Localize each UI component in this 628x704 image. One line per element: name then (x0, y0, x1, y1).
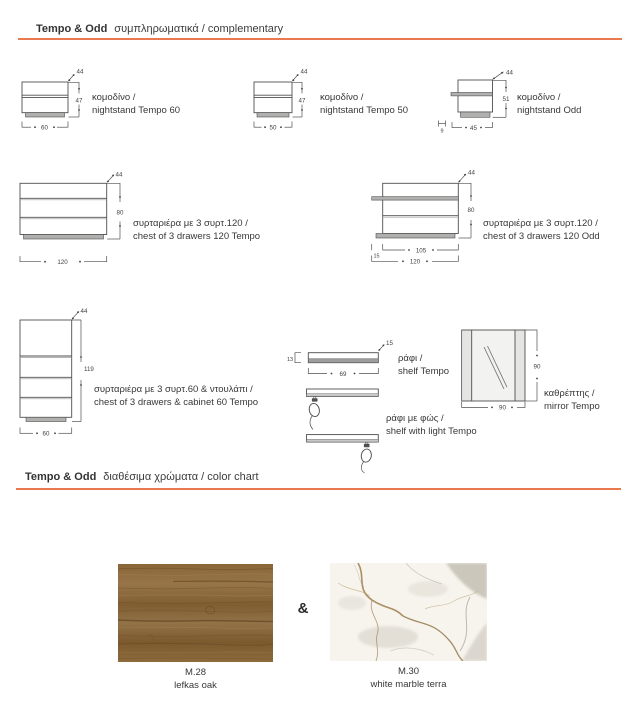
dim-depth (459, 170, 476, 183)
product-label-en: chest of 3 drawers & cabinet 60 Tempo (94, 397, 259, 408)
drawing-chest-120-odd (372, 170, 476, 266)
dim-value: 60 (42, 430, 50, 438)
drawing-nightstand-tempo-60 (22, 69, 84, 132)
section-subtitle: διαθέσιμα χρώματα / color chart (103, 471, 259, 483)
dim-width (22, 122, 68, 132)
swatch-lefkas-oak (118, 564, 273, 662)
dim-value: 44 (115, 171, 123, 179)
dim-width (452, 122, 493, 132)
product-label-gr: ράφι με φώς / (386, 413, 444, 424)
dim-value: 44 (80, 308, 88, 315)
brand-name: Tempo & Odd (36, 23, 108, 35)
dim-value: 9 (440, 128, 444, 135)
dim-height (493, 80, 510, 117)
swatch-label (330, 665, 487, 691)
dim-value: 15 (373, 253, 380, 260)
dim-width (254, 122, 292, 132)
dim-value: 45 (470, 125, 477, 132)
wood-texture (118, 564, 273, 662)
dim-height (459, 183, 475, 238)
product-label-en: mirror Tempo (544, 401, 600, 412)
dim-depth (72, 308, 88, 319)
product-label-gr: ράφι / (398, 353, 423, 364)
dim-value: 120 (57, 259, 68, 266)
dim-value: 51 (502, 95, 510, 103)
dim-depth (493, 70, 514, 80)
section-subtitle: συμπληρωματικά / complementary (114, 23, 284, 35)
product-label (517, 91, 581, 117)
brand-name: Tempo & Odd (25, 471, 97, 483)
swatch-code: M.30 (397, 666, 420, 677)
product-label (92, 91, 180, 117)
product-label-en: shelf with light Tempo (386, 426, 477, 437)
product-label (544, 387, 600, 413)
product-label-gr: κομοδίνο / (517, 92, 561, 103)
product-label-gr: κομοδίνο / (320, 92, 364, 103)
product-label-en: chest of 3 drawers 120 Odd (483, 231, 600, 242)
dim-height (293, 82, 306, 117)
drawing-nightstand-tempo-50 (254, 69, 308, 132)
dim-depth (107, 172, 123, 183)
dim-value: 44 (76, 68, 84, 76)
drawing-nightstand-odd (439, 70, 514, 135)
dim-depth (292, 69, 308, 82)
dim-value: 119 (84, 366, 94, 373)
dim-body-width (383, 244, 459, 254)
swatch-name: lefkas oak (174, 680, 217, 691)
dim-height (72, 320, 94, 422)
section-title-color-chart (25, 471, 259, 483)
dim-value: 60 (41, 124, 48, 132)
dim-depth (379, 340, 394, 351)
product-label (386, 412, 477, 438)
dim-width (372, 253, 459, 266)
dim-shelf-offset (372, 244, 380, 260)
dim-width (308, 368, 378, 378)
dim-value: 47 (298, 97, 306, 105)
dim-value: 50 (269, 124, 277, 132)
dim-shelf-offset (439, 121, 446, 135)
product-label-gr: συρταριέρα με 3 συρτ.120 / (133, 218, 248, 229)
dim-width (20, 428, 72, 438)
dim-value: 80 (116, 209, 124, 217)
dim-height (69, 82, 83, 117)
dim-height (287, 353, 301, 363)
dim-depth (68, 69, 84, 82)
light-bulb (360, 442, 372, 473)
product-label (320, 91, 408, 117)
dim-value: 44 (506, 69, 513, 77)
product-label-gr: συρταριέρα με 3 συρτ.60 & ντουλάπι / (94, 384, 253, 395)
drawing-chest-120-tempo (20, 172, 124, 266)
dim-value: 44 (300, 68, 308, 76)
dim-value: 90 (499, 404, 506, 412)
product-label-en: nightstand Tempo 50 (320, 105, 409, 116)
swatch-code: M.28 (184, 667, 207, 678)
dim-value: 44 (468, 169, 475, 177)
dim-value: 90 (533, 363, 541, 371)
dim-width (462, 402, 525, 412)
product-label-en: nightstand Tempo 60 (92, 105, 181, 116)
product-label-gr: συρταριέρα με 3 συρτ.120 / (483, 218, 598, 229)
product-label-en: chest of 3 drawers 120 Tempo (133, 231, 261, 242)
ampersand-separator: & (297, 600, 309, 617)
drawing-shelf-tempo (287, 340, 393, 378)
dim-value: 80 (467, 207, 475, 214)
dim-height (107, 183, 124, 239)
dim-value: 69 (339, 370, 347, 378)
product-label (133, 217, 260, 243)
dim-value: 47 (75, 97, 83, 105)
product-label-en: nightstand Odd (517, 105, 582, 116)
drawing-shelf-with-light-tempo (307, 389, 379, 473)
product-label-en: shelf Tempo (398, 366, 450, 377)
product-label (398, 352, 449, 378)
swatch-name: white marble terra (370, 679, 447, 690)
dim-value: 15 (386, 340, 393, 348)
dim-height (525, 330, 541, 401)
dim-value: 105 (415, 247, 427, 255)
product-label (94, 383, 258, 409)
swatch-label (118, 666, 273, 692)
light-bulb (308, 396, 321, 429)
product-label (483, 217, 600, 243)
dim-value: 13 (287, 357, 294, 363)
marble-texture (330, 563, 487, 661)
section-divider (16, 488, 621, 490)
product-label-gr: καθρέπτης / (544, 388, 595, 399)
drawing-chest-cabinet-60-tempo (20, 308, 94, 438)
swatch-white-marble-terra (330, 563, 487, 661)
dim-width (20, 256, 107, 266)
product-label-gr: κομοδίνο / (92, 92, 136, 103)
drawing-mirror-tempo (462, 330, 541, 412)
dim-value: 120 (409, 258, 421, 266)
